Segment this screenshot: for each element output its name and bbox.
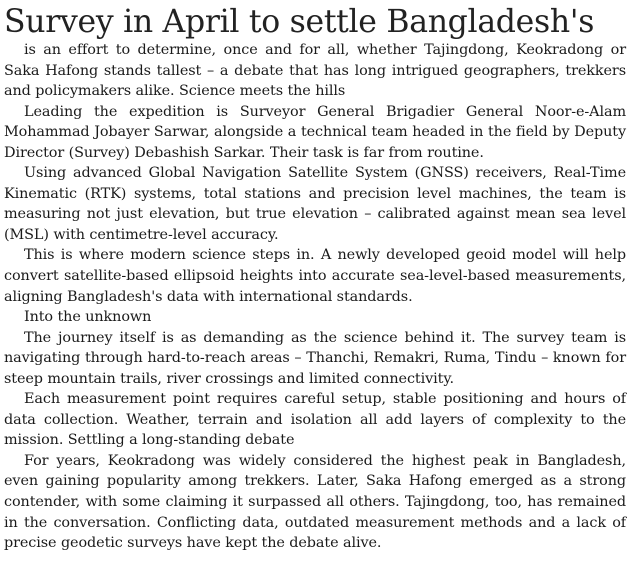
article-body bbox=[4, 40, 626, 554]
paragraph-debate-history: For years, Keokradong was widely considered the highest peak in Bangladesh, even gaining popularity among trekkers. Later, Saka Hafong emerged as a strong contender, with some claiming it surpassed all others. Tajingdong, too, has remained in the conversation. Conflicting data, outdated measurement methods and a lack of precise geodetic surveys have kept the debate alive. bbox=[4, 452, 626, 552]
paragraph-expedition-leader: Leading the expedition is Surveyor General Brigadier General Noor-e-Alam Mohammad Jobayer Sarwar, alongside a technical team headed in the field by Deputy Director (Survey) Debashish Sarkar. Their task is far from routine. bbox=[4, 103, 626, 161]
subheading-into-the-unknown: Into the unknown bbox=[24, 309, 152, 326]
headline: Survey in April to settle Bangladesh's bbox=[4, 4, 595, 40]
paragraph-equipment: Using advanced Global Navigation Satellite System (GNSS) receivers, Real-Time Kinematic (RTK) systems, total stations and precision level machines, the team is measuring not just elevation, but true elevation – calibrated against mean sea level (MSL) with centimetre-level accuracy. bbox=[4, 165, 626, 243]
paragraph-intro: is an effort to determine, once and for all, whether Tajingdong, Keokradong or Saka Hafong stands tallest – a debate that has long intrigued geographers, trekkers and policymakers alike. Science meets the hills bbox=[4, 42, 626, 100]
paragraph-geoid-model: This is where modern science steps in. A newly developed geoid model will help convert satellite-based ellipsoid heights into accurate sea-level-based measurements, aligning Bangladesh's data with international standards. bbox=[4, 247, 626, 305]
paragraph-journey: The journey itself is as demanding as the science behind it. The survey team is navigating through hard-to-reach areas – Thanchi, Remakri, Ruma, Tindu – known for steep mountain trails, river crossings and limited connectivity. bbox=[4, 329, 626, 387]
news-article bbox=[4, 4, 626, 554]
paragraph-measurement-points: Each measurement point requires careful setup, stable positioning and hours of data collection. Weather, terrain and isolation all add layers of complexity to the mission. Settling a long-standing debate bbox=[4, 391, 626, 449]
